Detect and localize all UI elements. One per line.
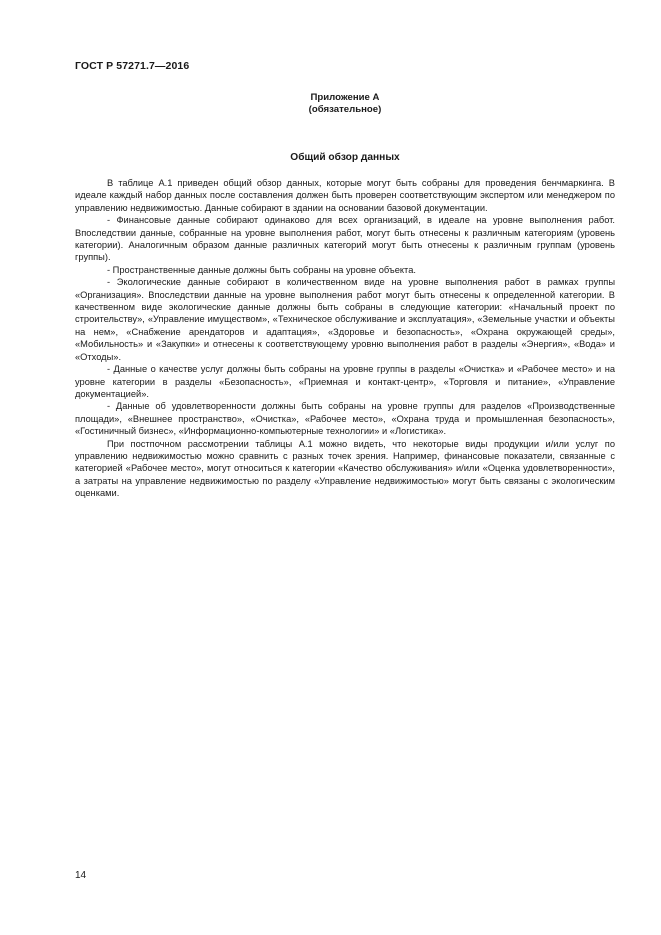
section-title: Общий обзор данных [290,152,400,163]
paragraph-service-quality-data: - Данные о качестве услуг должны быть собраны на уровне группы в разделы «Очистка» и «Рабочее место» и на уровне категории в разделы «Безопасность», «Приемная и контакт-центр», «Торговля и питание», «Управление документацией». [75,364,615,399]
document-code-header: ГОСТ Р 57271.7—2016 [75,60,190,72]
body-text [75,177,615,500]
appendix-status: (обязательное) [308,104,382,115]
paragraph-conclusion: При постпочном рассмотрении таблицы А.1 можно видеть, что некоторые виды продукции и/или услуг по управлению недвижимостью можно сравнить с разных точек зрения. Например, финансовые показатели, связанные с категорией «Рабочее место», могут относиться к категории «Качество обслуживания» и/или «Оценка удовлетворенности», а затраты на управление недвижимостью по разделу «Управление недвижимостью» могут быть связаны с экологическим оценками. [75,438,615,499]
appendix-title: Приложение А [310,92,380,103]
paragraph-intro: В таблице А.1 приведен общий обзор данных, которые могут быть собраны для проведения бенчмаркинга. В идеале каждый набор данных после составления должен быть проверен соответствующим экспертом или менеджером по управлению недвижимостью. Данные собирают в здании на основании базовой документации. [75,178,615,213]
paragraph-environmental-data: - Экологические данные собирают в количественном виде на уровне выполнения работ в рамках группы «Организация». Впоследствии данные на уровне выполнения работ могут быть отнесены к определенной категории. В качественном виде экологические данные должны быть собраны в следующие категории: «Начальный проект по строительству», «Управление имуществом», «Техническое обслуживание и эксплуатация», «Земельные участки и объекты на нем», «Снабжение арендаторов и адаптация», «Здоровье и безопасность», «Охрана окружающей среды», «Мобильность» и «Закупки» и отнесены к соответствующему уровню выполнения работ в разделы «Энергия», «Вода» и «Отходы». [75,277,615,362]
page-number: 14 [75,870,87,881]
paragraph-spatial-data: - Пространственные данные должны быть собраны на уровне объекта. [107,264,416,275]
paragraph-satisfaction-data: - Данные об удовлетворенности должны быть собраны на уровне группы для разделов «Производственные площади», «Внешнее пространство», «Очистка», «Рабочее место», «Охрана труда и промышленная безопасность», «Гостиничный бизнес», «Информационно-компьютерные технологии» и «Логистика». [75,401,615,437]
appendix-heading [75,92,615,116]
paragraph-financial-data: - Финансовые данные собирают одинаково для всех организаций, в идеале на уровне выполнения работ. Впоследствии данные, собранные на уровне выполнения работ, могут быть отнесены к различным категориям (уровень категории). Аналогичным образом данные различных категорий могут быть отнесены к различным группам (уровень группы). [75,215,615,263]
